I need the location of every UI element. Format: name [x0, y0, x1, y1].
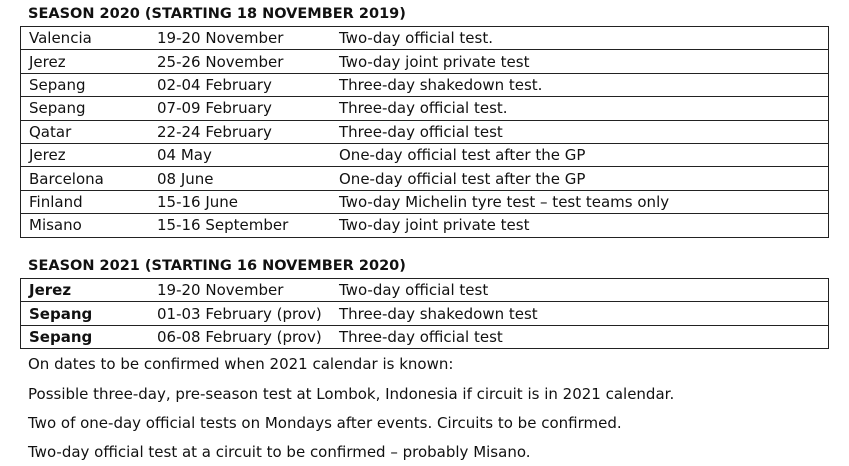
description-cell: Three-day official test.: [331, 97, 829, 120]
table-row: [21, 167, 829, 190]
description-cell: Three-day shakedown test: [331, 302, 829, 325]
table-row: [21, 279, 829, 302]
season-2021-table: [20, 278, 829, 349]
description-cell: Two-day official test: [331, 279, 829, 302]
dates-cell: 25-26 November: [149, 50, 331, 73]
circuit-cell: Finland: [21, 190, 150, 213]
table-row: [21, 73, 829, 96]
description-cell: Two-day joint private test: [331, 50, 829, 73]
table-row: [21, 214, 829, 237]
table-row: [21, 325, 829, 348]
circuit-cell: Misano: [21, 214, 150, 237]
description-cell: Two-day official test.: [331, 27, 829, 50]
description-cell: Three-day shakedown test.: [331, 73, 829, 96]
dates-cell: 01-03 February (prov): [149, 302, 331, 325]
season-2020-heading: SEASON 2020 (STARTING 18 NOVEMBER 2019): [28, 6, 406, 22]
table-row: [21, 97, 829, 120]
circuit-cell: Sepang: [21, 302, 150, 325]
table-row: [21, 27, 829, 50]
description-cell: Two-day joint private test: [331, 214, 829, 237]
note-line: On dates to be confirmed when 2021 calendar is known:: [28, 355, 454, 373]
dates-cell: 08 June: [149, 167, 331, 190]
table-row: [21, 143, 829, 166]
note-line: Possible three-day, pre-season test at Lombok, Indonesia if circuit is in 2021 calendar.: [28, 385, 675, 403]
season-2020-table: [20, 26, 829, 238]
table-row: [21, 302, 829, 325]
season-2021-heading: SEASON 2021 (STARTING 16 NOVEMBER 2020): [28, 258, 406, 274]
circuit-cell: Sepang: [21, 73, 150, 96]
table-row: [21, 50, 829, 73]
description-cell: Three-day official test: [331, 325, 829, 348]
description-cell: One-day official test after the GP: [331, 143, 829, 166]
dates-cell: 15-16 June: [149, 190, 331, 213]
circuit-cell: Valencia: [21, 27, 150, 50]
circuit-cell: Jerez: [21, 279, 150, 302]
table-row: [21, 190, 829, 213]
dates-cell: 19-20 November: [149, 27, 331, 50]
note-line: Two of one-day official tests on Mondays after events. Circuits to be confirmed.: [28, 414, 622, 432]
description-cell: One-day official test after the GP: [331, 167, 829, 190]
description-cell: Three-day official test: [331, 120, 829, 143]
dates-cell: 22-24 February: [149, 120, 331, 143]
circuit-cell: Qatar: [21, 120, 150, 143]
circuit-cell: Jerez: [21, 50, 150, 73]
dates-cell: 02-04 February: [149, 73, 331, 96]
dates-cell: 19-20 November: [149, 279, 331, 302]
dates-cell: 04 May: [149, 143, 331, 166]
circuit-cell: Sepang: [21, 97, 150, 120]
description-cell: Two-day Michelin tyre test – test teams only: [331, 190, 829, 213]
circuit-cell: Sepang: [21, 325, 150, 348]
note-line: Two-day official test at a circuit to be confirmed – probably Misano.: [28, 443, 531, 461]
dates-cell: 07-09 February: [149, 97, 331, 120]
dates-cell: 06-08 February (prov): [149, 325, 331, 348]
dates-cell: 15-16 September: [149, 214, 331, 237]
circuit-cell: Barcelona: [21, 167, 150, 190]
table-row: [21, 120, 829, 143]
circuit-cell: Jerez: [21, 143, 150, 166]
